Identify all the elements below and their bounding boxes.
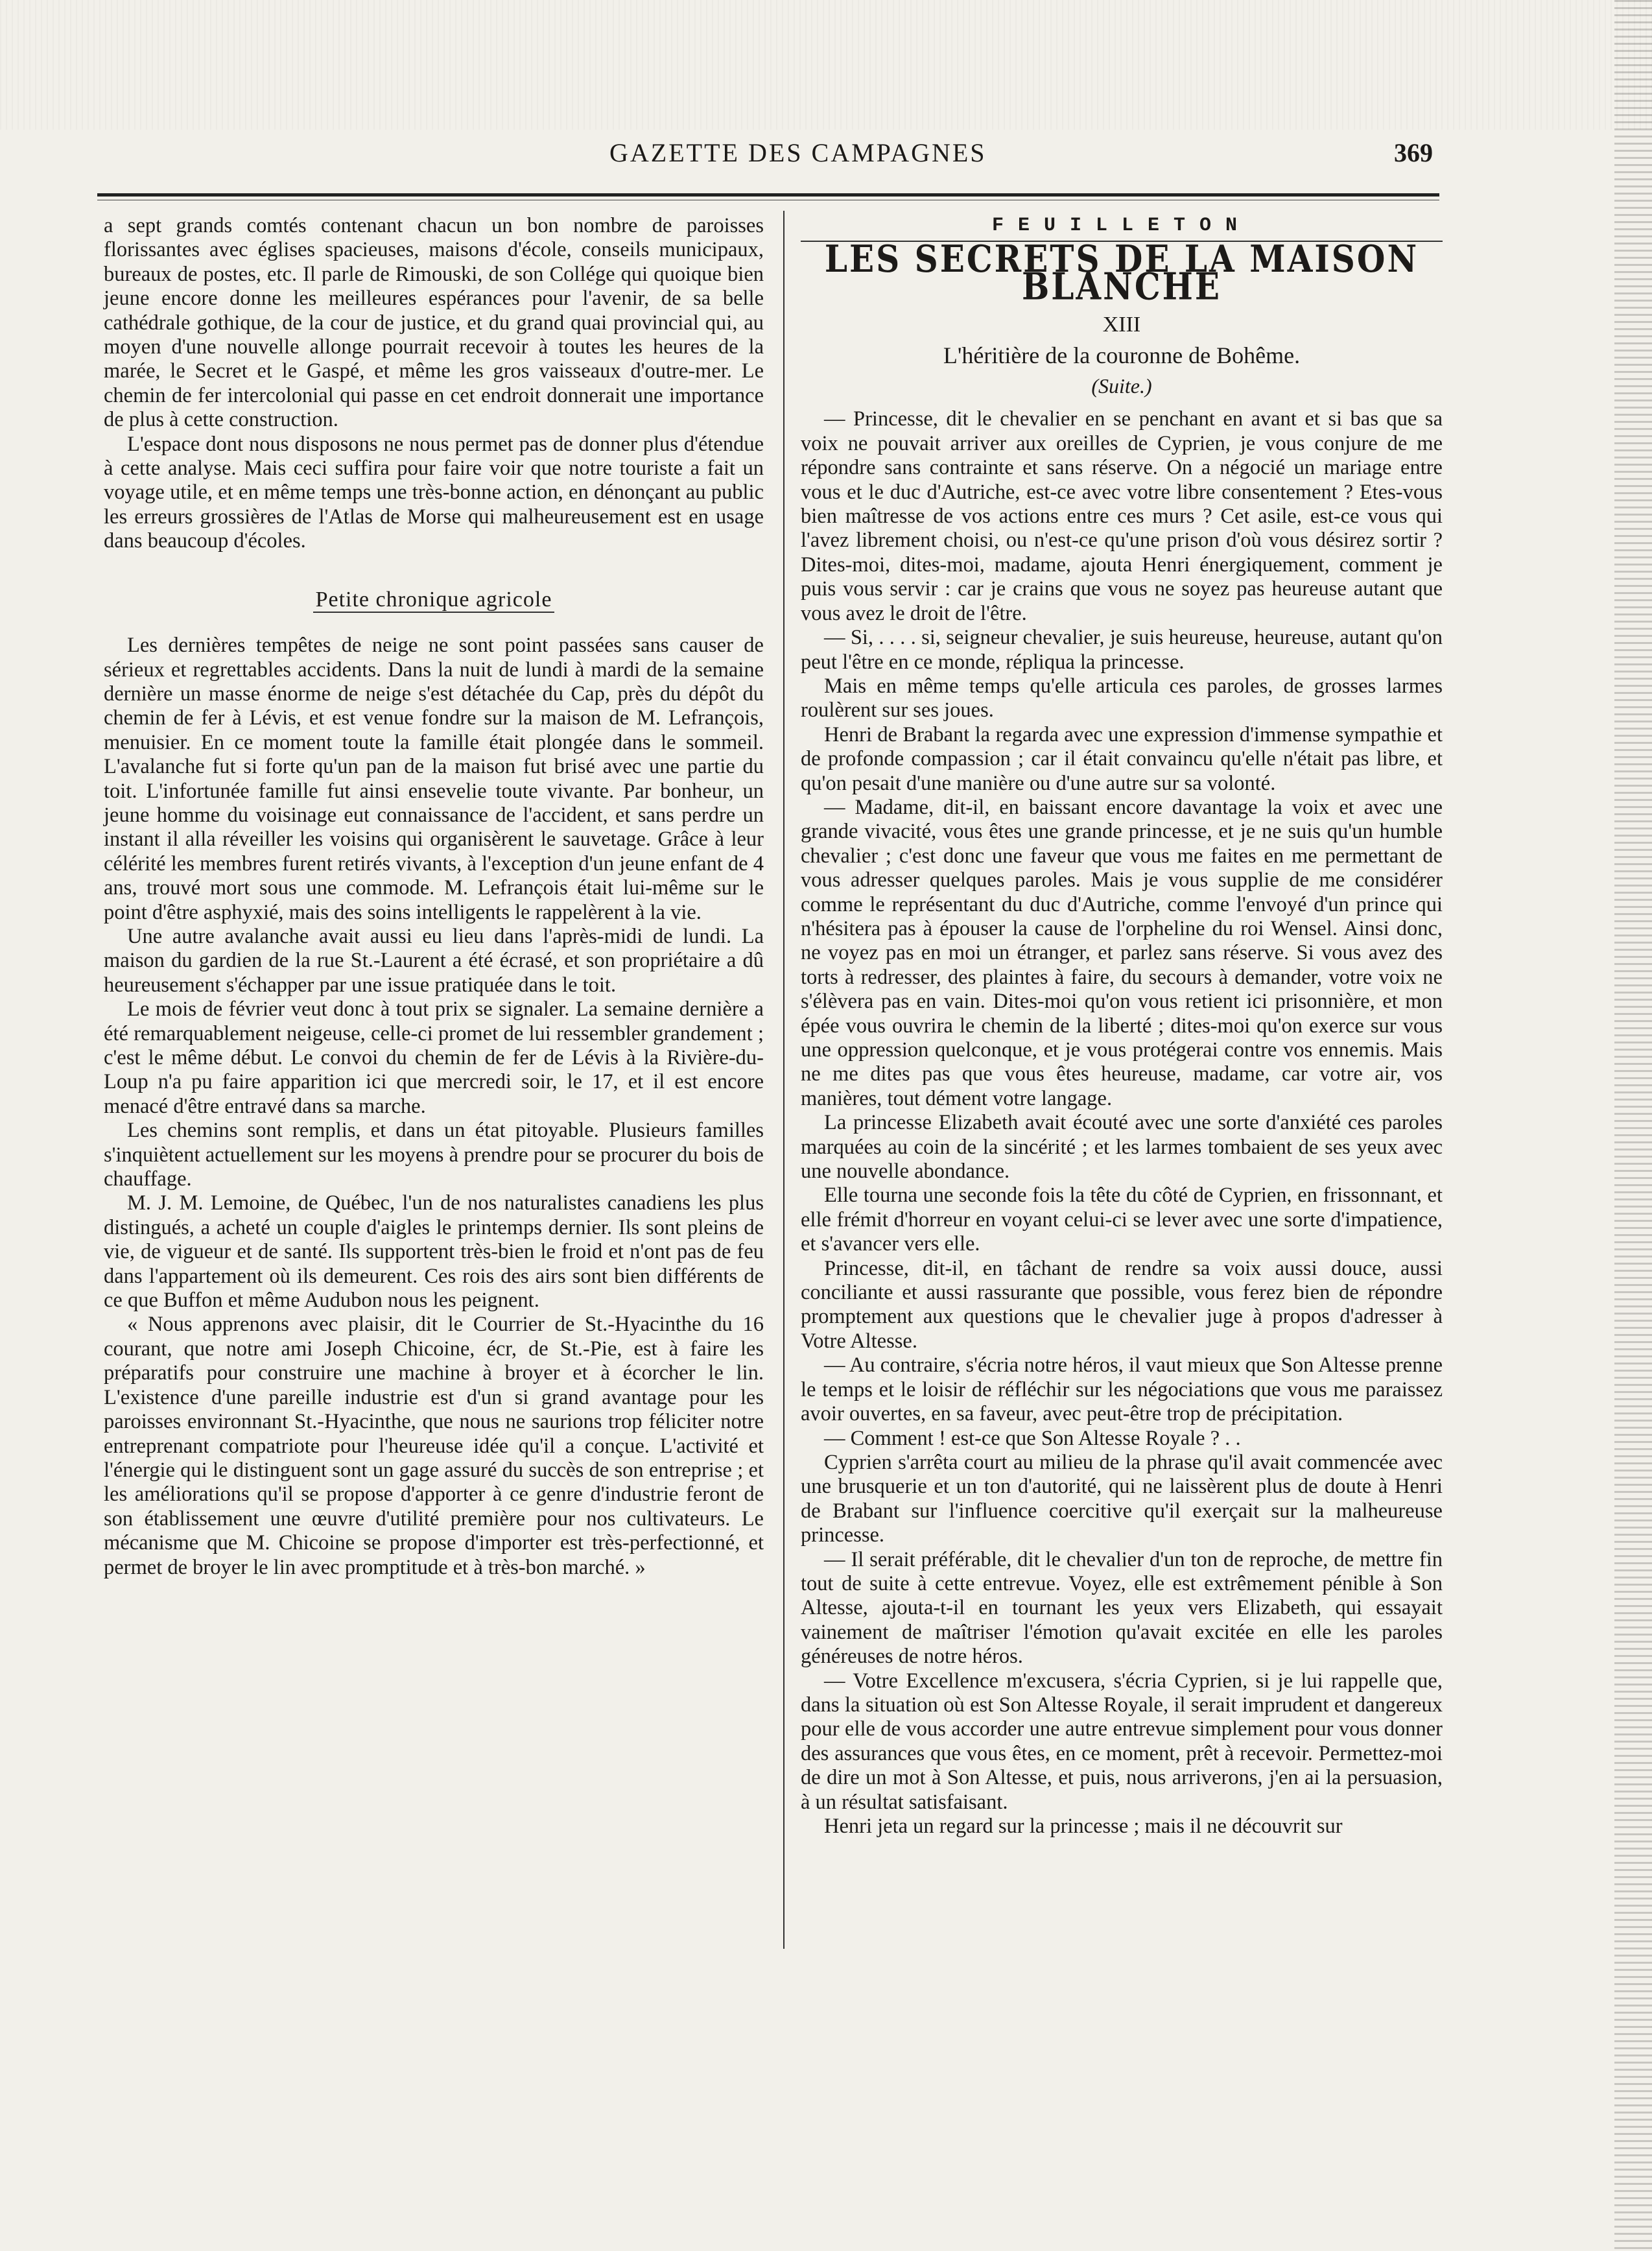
paragraph: Mais en même temps qu'elle articula ces paroles, de grosses larmes roulèrent sur ses joues. [801, 674, 1443, 722]
paragraph: La princesse Elizabeth avait écouté avec une sorte d'anxiété ces paroles marquées au coin de la sincérité ; et les larmes tombaient de ses yeux avec une nouvelle abondance. [801, 1111, 1443, 1184]
serial-title: LES SECRETS DE LA MAISON BLANCHE [824, 237, 1419, 309]
paragraph: — Au contraire, s'écria notre héros, il vaut mieux que Son Altesse prenne le temps et le loisir de réfléchir sur les négociations que vous me paraissez avoir ouvertes, en sa faveur, avec peut-être trop de précipitation. [801, 1353, 1443, 1426]
paragraph: — Princesse, dit le chevalier en se penchant en avant et si bas que sa voix ne pouvait arriver aux oreilles de Cyprien, je vous conjure de me répondre sans contrainte et sans réserve. On a négocié un mariage entre vous et le duc d'Autriche, est-ce avec votre libre consentement ? Etes-vous bien maîtresse de vos actions entre ces murs ? Cet asile, est-ce vous qui l'avez librement choisi, ou n'est-ce qu'une prison d'où vous désirez sortir ? Dites-moi, dites-moi, madame, ajouta Henri énergiquement, comment je puis vous servir : car je crains que vous ne soyez pas heureuse autant que vous avez le droit de l'être. [801, 407, 1443, 625]
paragraph: — Il serait préférable, dit le chevalier d'un ton de reproche, de mettre fin tout de suite à cette entrevue. Voyez, elle est extrêmement pénible à Son Altesse, ajouta-t-il en tournant les yeux vers Elizabeth, qui essayait vainement de maîtriser l'émotion qu'avait excitée en elle les paroles généreuses de notre héros. [801, 1547, 1443, 1669]
suite-label: (Suite.) [1091, 374, 1152, 398]
header-rule [97, 193, 1439, 197]
paragraph: Les chemins sont remplis, et dans un état pitoyable. Plusieurs familles s'inquiètent actuellement sur les moyens à prendre pour se procurer du bois de chauffage. [104, 1119, 764, 1191]
paragraph: a sept grands comtés contenant chacun un bon nombre de paroisses florissantes avec églises spacieuses, maisons d'école, conseils municipaux, bureaux de postes, etc. Il parle de Rimouski, de son Collége qui quoique bien jeune encore donne les meilleures espérances pour l'avenir, de sa belle cathédrale gothique, de la cour de justice, et du grand quai provincial qui, au moyen d'une nouvelle allonge pourrait recevoir à toutes les heures de la marée, le Secret et le Gaspé, et même les gros vaisseaux d'outre-mer. Le chemin de fer intercolonial qui passe en cet endroit donnerait une importance de plus à cette construction. [104, 214, 764, 432]
paragraph: — Comment ! est-ce que Son Altesse Royale ? . . [824, 1426, 1241, 1450]
section-title-text: Petite chronique agricole [313, 588, 555, 613]
paragraph: Les dernières tempêtes de neige ne sont point passées sans causer de sérieux et regrettables accidents. Dans la nuit de lundi à mardi de la semaine dernière un masse énorme de neige s'est détachée du Cap, près du dépôt du chemin de fer à Lévis, et est venue fondre sur la maison de M. Lefrançois, menuisier. En ce moment toute la famille était plongée dans le sommeil. L'avalanche fut si forte qu'un pan de la maison fut brisé avec une partie du toit. L'infortunée famille fut ainsi ensevelie toute vivante. Par bonheur, un jeune homme du voisinage eut connaissance de l'accident, et sans perdre un instant il alla réveiller les voisins qui organisèrent le sauvetage. Grâce à leur célérité les membres furent retirés vivants, à l'exception d'un jeune enfant de 4 ans, trouvé mort sous une commode. M. Lefrançois était lui-même sur le point d'être asphyxié, mais des soins intelligents le rappelèrent à la vie. [104, 634, 764, 924]
paragraph: Princesse, dit-il, en tâchant de rendre sa voix aussi douce, aussi conciliante et aussi rassurante que possible, vous ferez bien de répondre promptement aux questions que le chevalier juge à propos d'adresser à Votre Altesse. [801, 1256, 1443, 1353]
paragraph: « Nous apprenons avec plaisir, dit le Courrier de St.-Hyacinthe du 16 courant, que notre ami Joseph Chicoine, écr, de St.-Pie, est à faire les préparatifs pour construire une machine à broyer et à écorcher le lin. L'existence d'une pareille industrie est d'un si grand avantage pour les paroisses environnant St.-Hyacinthe, que nous ne saurions trop féliciter notre entreprenant compatriote pour l'heureuse idée qu'il a conçue. L'activité et l'énergie qui le distinguent sont un gage assuré du succès de son entreprise ; et les améliorations qu'il se propose d'apporter à ce genre d'industrie feront de son établissement une œuvre d'utilité première pour nos cultivateurs. Le mécanisme que M. Chicoine se propose d'importer est très-perfectionné, et permet de broyer le lin avec promptitude et à très-bon marché. » [104, 1313, 764, 1579]
paragraph: Henri jeta un regard sur la princesse ; mais il ne découvrit sur [824, 1815, 1343, 1838]
page-number: 369 [1394, 138, 1433, 167]
paragraph: — Si, . . . . si, seigneur chevalier, je suis heureuse, heureuse, autant qu'on peut l'être en ce monde, répliqua la princesse. [801, 626, 1443, 674]
paragraph: Elle tourna une seconde fois la tête du côté de Cyprien, en frissonnant, et elle frémit d'horreur en voyant celui-ci se lever avec une sorte d'impatience, et s'avancer vers elle. [801, 1184, 1443, 1256]
scan-noise-top [0, 0, 1652, 130]
paragraph: L'espace dont nous disposons ne nous permet pas de donner plus d'étendue à cette analyse. Mais ceci suffira pour faire voir que notre touriste a fait un voyage utile, et en même temps une très-bonne action, en dénonçant au public les erreurs grossières de l'Atlas de Morse qui malheureusement est en usage dans beaucoup d'écoles. [104, 432, 764, 553]
chapter-title: L'héritière de la couronne de Bohême. [943, 342, 1301, 368]
scan-edge-right [1614, 0, 1652, 2251]
paragraph: M. J. M. Lemoine, de Québec, l'un de nos naturalistes canadiens les plus distingués, a acheté un couple d'aigles le printemps dernier. Ils sont pleins de vie, de vigueur et de santé. Ils supportent très-bien le froid et n'ont pas de feu dans l'appartement où ils demeurent. Ces rois des airs sont bien différents de ce que Buffon et même Audubon nous les peignent. [104, 1191, 764, 1313]
paragraph: Cyprien s'arrêta court au milieu de la phrase qu'il avait commencée avec une brusquerie et un ton d'autorité, qui ne laissèrent plus de doute à Henri de Brabant sur l'influence coercitive qu'il exerçait sur la malheureuse princesse. [801, 1450, 1443, 1547]
section-title [104, 588, 764, 612]
paragraph: — Madame, dit-il, en baissant encore davantage la voix et avec une grande vivacité, vous êtes une grande princesse, et je ne suis qu'un humble chevalier ; c'est donc une faveur que vous me faites en me permettant de vous adresser quelques paroles. Mais je vous supplie de me considérer comme le représentant du duc d'Autriche, comme l'envoyé d'un prince qui n'hésitera pas à épouser la cause de l'orpheline du roi Wensel. Ainsi donc, ne voyez pas en moi un étranger, et parlez sans réserve. Si vous avez des torts à redresser, des plaintes à faire, du secours à demander, votre voix ne s'élèvera pas en vain. Dites-moi qu'on vous retient ici prisonnière, et mon épée vous ouvrira le chemin de la liberté ; dites-moi qu'on exerce sur vous une oppression quelconque, et je vous protégerai contre vos ennemis. Mais ne me dites pas que vous êtes heureuse, madame, car votre air, vos manières, tout dément votre langage. [801, 795, 1443, 1110]
column-divider [783, 211, 785, 1949]
running-head [97, 137, 1433, 176]
feuilleton-label: FEUILLETON [991, 215, 1252, 237]
right-column [801, 214, 1443, 1839]
paragraph: Le mois de février veut donc à tout prix se signaler. La semaine dernière a été remarquablement neigeuse, celle-ci promet de lui ressembler grandement ; c'est le même début. Le convoi du chemin de fer de Lévis à la Rivière-du-Loup n'a pu faire apparition ici que mercredi soir, le 17, et il est encore menacé d'être entravé dans sa marche. [104, 997, 764, 1118]
left-column [104, 214, 764, 1580]
paragraph: Une autre avalanche avait aussi eu lieu dans l'après-midi de lundi. La maison du gardien de la rue St.-Laurent a été écrasé, et son propriétaire a dû heureusement s'échapper par une issue pratiquée dans le toit. [104, 924, 764, 997]
chapter-number: XIII [1102, 313, 1141, 337]
paragraph: Henri de Brabant la regarda avec une expression d'immense sympathie et de profonde compassion ; car il était convaincu qu'elle n'était pas libre, et qu'on pesait d'une manière ou d'une autre sur sa volonté. [801, 722, 1443, 795]
paragraph: — Votre Excellence m'excusera, s'écria Cyprien, si je lui rappelle que, dans la situation où est Son Altesse Royale, il serait imprudent et dangereux pour elle de vous accorder une autre entrevue simplement pour vous donner des assurances que vous êtes, en ce moment, prêt à recevoir. Permettez-moi de dire un mot à Son Altesse, et puis, nous arriverons, j'en ai la persuasion, à un résultat satisfaisant. [801, 1669, 1443, 1814]
header-title: GAZETTE DES CAMPAGNES [609, 138, 987, 167]
